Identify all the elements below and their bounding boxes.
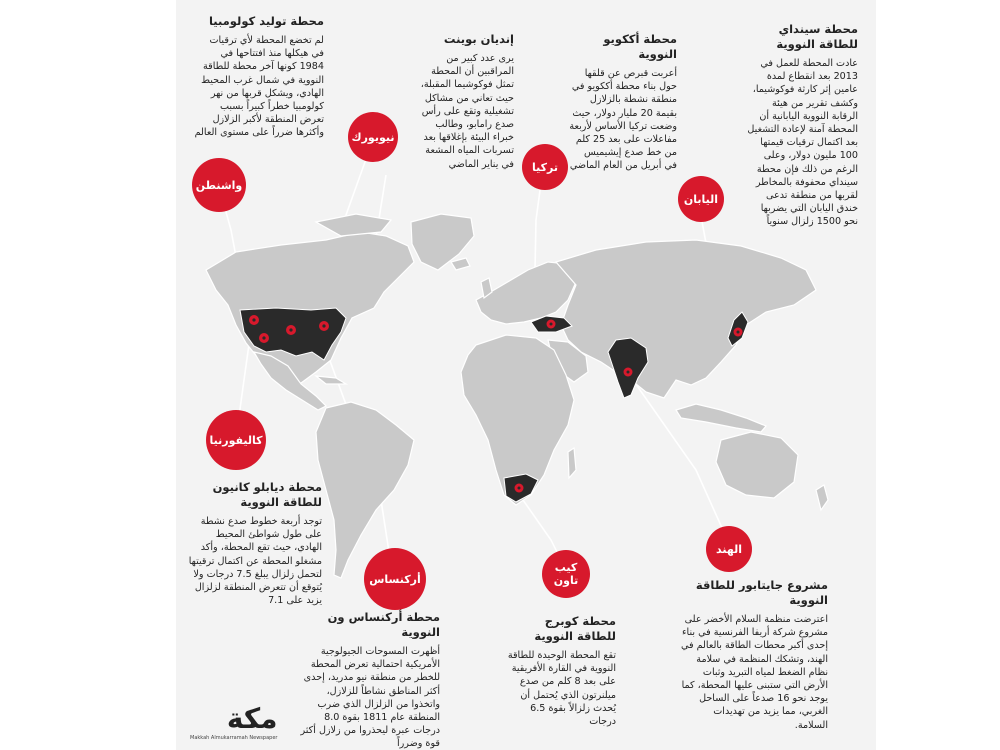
land-asia <box>556 240 816 398</box>
label-washington: واشنطن <box>192 158 246 212</box>
block-sendai <box>746 22 858 229</box>
block-body: أعربت قبرص عن قلقها حول بناء محطة أككويو في منطقة نشطة بالزلازل بقيمة 20 مليار دولار، حيث وضعت تركيا الأساس لأربعة مفاعلات على بعد 25 كلم من خط صدع إيشيميس في أبريل من العام الماضي <box>569 68 677 172</box>
block-body: أظهرت المسوحات الجيولوجية الأمريكية احتمالية تعرض المحطة للخطر من منطقة نيو مدريد، إحدى أكثر المناطق نشاطاً للزلازل، واتخذوا من الزلزال الذي ضرب المنطقة عام 1811 بقوة 8.0 درجات عبرة ليحذروا من زلازل أكثر قوة وضرراً <box>300 646 440 750</box>
radiation-marker-icon <box>259 333 269 343</box>
block-title: مشروع جايتابور للطاقة النووية <box>695 578 828 607</box>
block-indian-point <box>412 32 514 171</box>
block-body: توجد أربعة خطوط صدع نشطة على طول شواطئ المحيط الهادي، حيث تقع المحطة، وأكد مشغلو المحطة عن اكتمال ترقيتها لتحمل زلزال يبلغ 7.5 درجات ولا يُتوقع أن تتعرض المنطقة لزلزال يزيد على 7.1 <box>188 516 322 607</box>
block-title: محطة توليد كولومبيا <box>208 14 324 28</box>
block-title: إنديان بوينت <box>443 32 514 46</box>
label-arkansas: أركنساس <box>364 548 426 610</box>
land-caribbean <box>316 376 346 384</box>
infographic-poster <box>176 0 876 750</box>
logo-subtitle: Makkah Almukarramah Newspaper <box>190 735 278 741</box>
label-turkey: تركيا <box>522 144 568 190</box>
block-body: عادت المحطة للعمل في 2013 بعد انقطاع لمدة عامين إثر كارثة فوكوشيما، وكشف تقرير من هيئة الرقابة النووية اليابانية أن المحطة آمنة لإعادة التشغيل بعد اكتمال ترقيات قيمتها 100 مليون دولار، وعلى الرغم من ذلك فإن محطة سينداي محفوفة بالمخاطر لقربها من منطقة تدعى خندق اليابان التي يضربها نحو 1500 زلزال سنوياً <box>747 58 858 228</box>
radiation-marker-icon <box>319 321 329 331</box>
radiation-marker-icon <box>249 315 259 325</box>
block-body: يرى عدد كبير من المراقبين أن المحطة تمثل فوكوشيما المقبلة، حيث تعاني من مشاكل تشغيلية وتقع على رأس صدع رامابو، وطالب خبراء البيئة بإغلاقها بعد تسربات المياه المشعة في يناير الماضي <box>420 53 514 170</box>
radiation-marker-icon <box>515 484 524 493</box>
block-title: محطة كوبرج للطاقة النووية <box>534 614 616 643</box>
block-body: لم تخضع المحطة لأي ترقيات في هيكلها منذ افتتاحها في 1984 كونها آخر محطة للطاقة النووية في شمال غرب المحيط الهادي، ويشكل قربها من نهر كولومبيا خطراً كبيراً بسبب تعرض المنطقة لأكبر الزلازل وأكثرها ضرراً على مستوى العالم <box>194 35 324 139</box>
block-koeberg <box>506 614 616 728</box>
radiation-marker-icon <box>734 328 743 337</box>
radiation-marker-icon <box>547 320 556 329</box>
block-akkuyu <box>569 32 677 173</box>
block-title: محطة أركنساس ون النووية <box>327 610 440 639</box>
label-india: الهند <box>706 526 752 572</box>
block-title: محطة ديابلو كانيون للطاقة النووية <box>212 480 322 509</box>
makkah-logo <box>190 704 277 741</box>
leader-india <box>626 370 731 548</box>
land-australia <box>716 432 798 498</box>
land-north-america <box>206 232 414 383</box>
logo-mark: مكة <box>226 702 278 735</box>
land-indonesia <box>676 404 766 432</box>
radiation-marker-icon <box>624 368 633 377</box>
block-title: محطة أككويو النووية <box>603 32 677 61</box>
block-title: محطة سينداي للطاقة النووية <box>776 22 858 51</box>
block-diablo <box>186 480 322 607</box>
block-jaitapur <box>678 578 828 732</box>
label-california: كاليفورنيا <box>206 410 266 470</box>
label-newyork: نيويورك <box>348 112 398 162</box>
radiation-marker-icon <box>286 325 296 335</box>
land-iceland <box>451 258 470 270</box>
block-arkansas <box>300 610 440 750</box>
land-madagascar <box>568 448 576 478</box>
label-japan: اليابان <box>678 176 724 222</box>
label-capetown: كيب تاون <box>542 550 590 598</box>
land-new-zealand <box>816 485 828 510</box>
block-body: تقع المحطة الوحيدة للطاقة النووية في القارة الأفريقية على بعد 8 كلم من صدع ميلنرتون الذي يُحتمل أن يُحدث زلزالاً بقوة 6.5 درجات <box>507 650 616 728</box>
block-body: اعترضت منظمة السلام الأخضر على مشروع شركة أريفا الفرنسية في بناء إحدى أكبر محطات الطاقة بالعالم في الهند، وتشكك المنظمة في سلامة نظام الضغط لمياه التبريد وثبات الأرض التي ستبنى عليها المحطة، كما يوجد نحو 16 صدعاً على الساحل الغربي، مما يزيد من تهديدات السلامة. <box>680 614 828 731</box>
block-columbia <box>194 14 324 140</box>
